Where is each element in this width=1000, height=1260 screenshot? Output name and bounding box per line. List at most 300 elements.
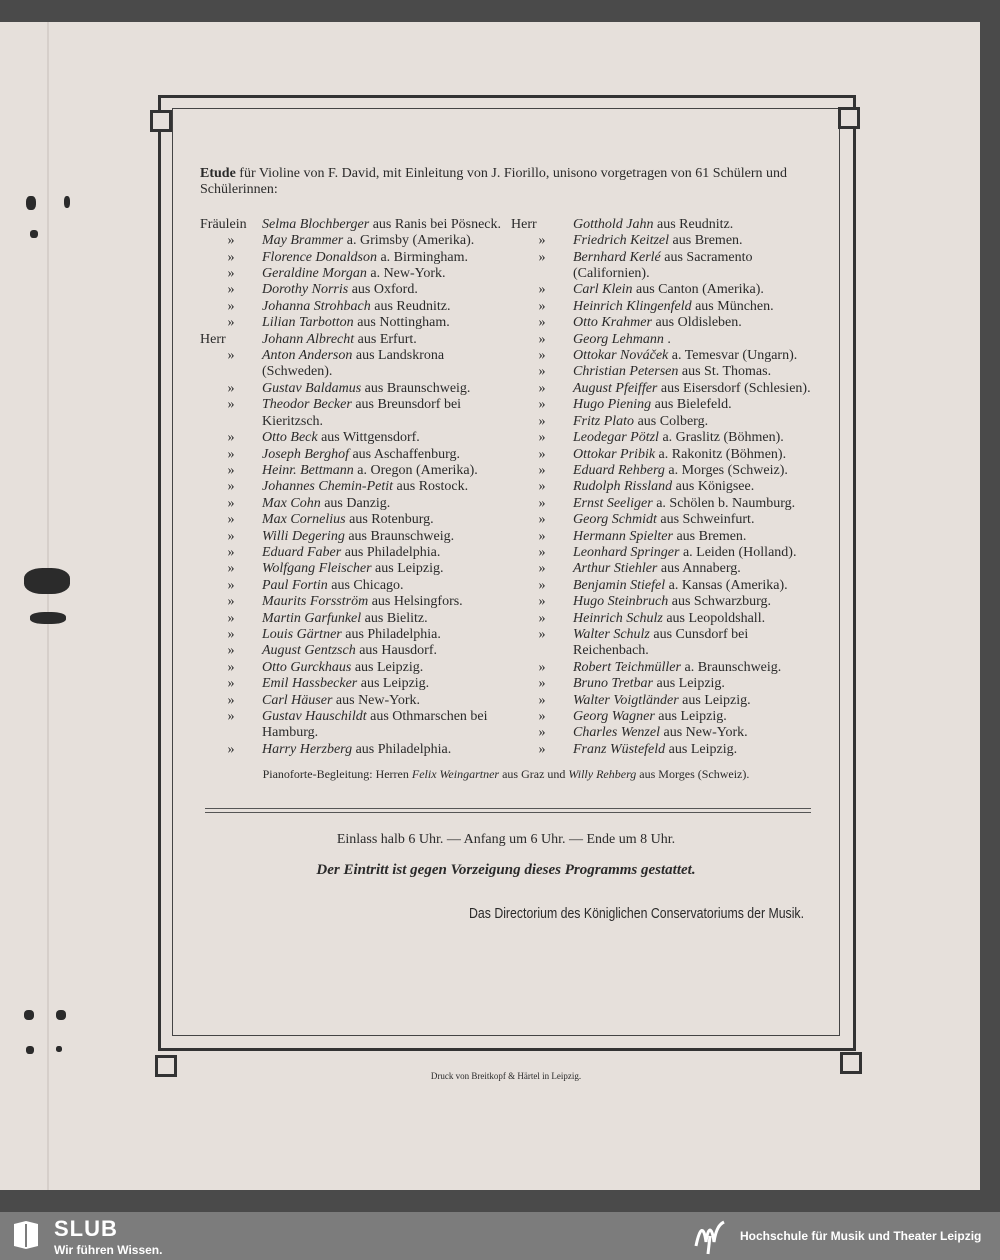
- performer-prefix: »: [227, 659, 235, 675]
- performer-name: Leonhard Springer: [573, 544, 680, 560]
- binding-hole: [24, 1010, 34, 1020]
- frame-corner: [838, 107, 860, 129]
- performer-entry: [200, 266, 501, 282]
- performer-prefix: »: [227, 741, 235, 757]
- performer-origin: aus Colberg.: [637, 413, 709, 429]
- performer-name: Rudolph Rissland: [573, 479, 673, 495]
- performer-prefix: »: [227, 610, 235, 626]
- performer-prefix: »: [538, 741, 546, 757]
- performer-name: Joseph Berghof: [262, 446, 349, 462]
- piano-accompaniment: [200, 766, 812, 782]
- performer-prefix: »: [227, 315, 235, 331]
- performer-prefix: »: [227, 594, 235, 610]
- performer-name: Johann Albrecht: [262, 331, 355, 347]
- performer-name: Gustav Hauschildt: [262, 709, 367, 724]
- performer-entry: [511, 660, 812, 676]
- piano-name-2: Willy Rehberg: [568, 767, 637, 782]
- performer-origin: aus Ranis bei Pösneck.: [372, 216, 502, 232]
- performer-name: Arthur Stiehler: [573, 561, 658, 577]
- performer-name: Willi Degering: [262, 528, 345, 544]
- performer-name: Johannes Chemin-Petit: [262, 479, 394, 495]
- performer-origin: aus Canton (Amerika).: [636, 282, 764, 298]
- performer-entry: [200, 594, 501, 610]
- binding-hole: [26, 1046, 34, 1054]
- performer-origin: aus Rotenburg.: [349, 512, 434, 528]
- performer-entry: [511, 709, 812, 725]
- performer-prefix: »: [227, 577, 235, 593]
- frame-corner: [150, 110, 172, 132]
- performer-origin: a. Temesvar (Ungarn).: [671, 348, 798, 364]
- performer-name: Otto Gurckhaus: [262, 659, 352, 675]
- performer-entry: [511, 496, 812, 512]
- performer-name: Walter Voigtländer: [573, 692, 679, 708]
- performer-text: [262, 332, 501, 348]
- performer-origin: aus Landskrona (Schweden).: [262, 348, 445, 380]
- performer-entry: [511, 545, 812, 561]
- performer-text: [262, 217, 501, 233]
- divider-rule: [205, 808, 811, 813]
- performer-prefix: Fräulein: [200, 216, 247, 232]
- performer-origin: aus Philadelphia.: [355, 741, 452, 757]
- performer-origin: aus Helsingfors.: [371, 594, 463, 610]
- performer-origin: aus Braunschweig.: [348, 528, 455, 544]
- performer-list: [200, 217, 812, 758]
- performer-prefix: »: [538, 364, 546, 380]
- performer-name: May Brammer: [262, 233, 344, 249]
- performer-entry: [511, 447, 812, 463]
- performer-entry: [511, 463, 812, 479]
- performer-prefix: »: [227, 380, 235, 396]
- performer-column-right: [511, 217, 812, 758]
- admission-times: Einlass halb 6 Uhr. — Anfang um 6 Uhr. — Ende um 8 Uhr.: [336, 832, 676, 847]
- performer-text: [262, 611, 501, 627]
- performer-entry: [511, 578, 812, 594]
- performer-entry: [511, 348, 812, 364]
- performer-prefix: »: [227, 528, 235, 544]
- performer-prefix: »: [227, 298, 235, 314]
- performer-origin: aus Leipzig.: [375, 561, 444, 577]
- performer-text: [573, 611, 812, 627]
- performer-entry: [511, 479, 812, 495]
- performer-text: [262, 250, 501, 266]
- performer-entry: [200, 430, 501, 446]
- performer-prefix: »: [227, 282, 235, 298]
- performer-origin: aus Philadelphia.: [344, 544, 441, 560]
- performer-prefix: »: [227, 692, 235, 708]
- performer-origin: aus Wittgensdorf.: [321, 430, 420, 446]
- performer-text: [262, 397, 501, 430]
- performer-origin: aus Leipzig.: [668, 741, 738, 757]
- performer-origin: aus Annaberg.: [660, 561, 741, 577]
- performer-prefix: »: [538, 249, 546, 265]
- performer-entry: [200, 627, 501, 643]
- performer-text: [262, 463, 501, 479]
- page-fold: [47, 22, 49, 1190]
- performer-text: [573, 529, 812, 545]
- binding-hole: [64, 196, 70, 208]
- performer-name: Georg Schmidt: [573, 512, 657, 528]
- performer-origin: aus Hausdorf.: [359, 643, 437, 659]
- performer-name: Franz Wüstefeld: [573, 741, 666, 757]
- performer-text: [262, 315, 501, 331]
- etude-intro: [200, 166, 812, 199]
- performer-origin: aus Erfurt.: [357, 331, 417, 347]
- performer-origin: a. Leiden (Holland).: [682, 544, 797, 560]
- performer-name: Geraldine Morgan: [262, 266, 367, 282]
- performer-text: [262, 578, 501, 594]
- performer-prefix: »: [227, 233, 235, 249]
- performer-name: Max Cohn: [262, 495, 321, 511]
- performer-prefix: »: [538, 659, 546, 675]
- performer-prefix: »: [227, 446, 235, 462]
- performer-name: Emil Hassbecker: [262, 676, 358, 692]
- performer-prefix: »: [538, 462, 546, 478]
- performer-origin: aus Rostock.: [396, 479, 469, 495]
- performer-name: August Pfeiffer: [573, 380, 658, 396]
- performer-origin: aus Leipzig.: [360, 676, 430, 692]
- performer-origin: aus Schwarzburg.: [671, 594, 772, 610]
- performer-origin: a. New-York.: [370, 266, 446, 282]
- performer-entry: [200, 332, 501, 348]
- performer-entry: [511, 676, 812, 692]
- performer-prefix: »: [227, 626, 235, 642]
- performer-entry: [511, 430, 812, 446]
- performer-text: [262, 529, 501, 545]
- performer-name: Hugo Steinbruch: [573, 594, 669, 610]
- performer-column-left: [200, 217, 501, 758]
- performer-entry: [200, 250, 501, 266]
- performer-text: [573, 397, 812, 413]
- performer-name: Christian Petersen: [573, 364, 679, 380]
- performer-origin: aus Danzig.: [324, 495, 391, 511]
- performer-name: Florence Donaldson: [262, 249, 377, 265]
- performer-origin: aus Oldisleben.: [655, 315, 742, 331]
- performer-entry: [511, 332, 812, 348]
- performer-origin: aus Bremen.: [676, 528, 747, 544]
- performer-entry: [200, 742, 501, 758]
- performer-text: [573, 381, 812, 397]
- performer-text: [262, 742, 501, 758]
- performer-entry: [511, 381, 812, 397]
- piano-label: Pianoforte-Begleitung: Herren: [262, 767, 409, 782]
- performer-name: Gotthold Jahn: [573, 216, 654, 232]
- performer-entry: [511, 217, 812, 233]
- performer-origin: a. Birmingham.: [380, 249, 468, 265]
- performer-origin: a. Kansas (Amerika).: [668, 577, 788, 593]
- performer-entry: [200, 479, 501, 495]
- performer-name: Carl Häuser: [262, 692, 333, 708]
- performer-text: [262, 348, 501, 381]
- performer-origin: aus Chicago.: [331, 577, 404, 593]
- performer-origin: a. Graslitz (Böhmen).: [662, 430, 784, 446]
- performer-name: August Gentzsch: [262, 643, 356, 659]
- performer-prefix: »: [538, 413, 546, 429]
- performer-name: Paul Fortin: [262, 577, 328, 593]
- performer-prefix: »: [227, 512, 235, 528]
- performer-entry: [200, 709, 501, 742]
- performer-name: Carl Klein: [573, 282, 633, 298]
- performer-name: Ernst Seeliger: [573, 495, 653, 511]
- piano-name-1: Felix Weingartner: [411, 767, 500, 782]
- performer-name: Bernhard Kerlé: [573, 249, 661, 265]
- performer-entry: [200, 397, 501, 430]
- performer-entry: [200, 660, 501, 676]
- performer-entry: [511, 414, 812, 430]
- performer-entry: [200, 299, 501, 315]
- performer-entry: [200, 447, 501, 463]
- performer-text: [573, 299, 812, 315]
- binding-hole: [56, 1046, 62, 1052]
- performer-origin: aus Braunschweig.: [364, 380, 471, 396]
- performer-name: Harry Herzberg: [262, 741, 353, 757]
- performer-name: Heinrich Schulz: [573, 610, 663, 626]
- performer-name: Fritz Plato: [573, 413, 635, 429]
- performer-prefix: »: [227, 479, 235, 495]
- performer-text: [573, 693, 812, 709]
- binding-hole: [26, 196, 36, 210]
- performer-text: [262, 282, 501, 298]
- performer-entry: [511, 594, 812, 610]
- performer-entry: [511, 233, 812, 249]
- performer-entry: [200, 512, 501, 528]
- performer-origin: a. Grimsby (Amerika).: [346, 233, 475, 249]
- performer-text: [573, 332, 812, 348]
- performer-origin: aus Eisersdorf (Schlesien).: [660, 380, 811, 396]
- performer-prefix: »: [538, 692, 546, 708]
- performer-name: Hugo Piening: [573, 397, 652, 413]
- performer-origin: aus Cunsdorf bei Reichenbach.: [573, 626, 749, 659]
- piano-mid: aus Graz und: [502, 767, 566, 782]
- performer-entry: [511, 397, 812, 413]
- performer-origin: aus Leipzig.: [656, 676, 725, 692]
- performer-origin: aus Leipzig.: [658, 709, 727, 724]
- performer-text: [573, 725, 812, 741]
- performer-name: Dorothy Norris: [262, 282, 349, 298]
- performer-origin: aus New-York.: [663, 725, 748, 741]
- performer-text: [262, 660, 501, 676]
- performer-name: Lilian Tarbotton: [262, 315, 354, 331]
- performer-text: [573, 217, 812, 233]
- performer-entry: [511, 611, 812, 627]
- performer-name: Eduard Rehberg: [573, 462, 665, 478]
- performer-entry: [200, 463, 501, 479]
- slub-logo-icon[interactable]: [12, 1220, 40, 1250]
- performer-prefix: »: [538, 676, 546, 692]
- performer-prefix: »: [538, 430, 546, 446]
- performer-entry: [511, 364, 812, 380]
- performer-origin: aus Oxford.: [351, 282, 418, 298]
- frame-corner: [840, 1052, 862, 1074]
- performer-prefix: »: [538, 479, 546, 495]
- performer-text: [573, 479, 812, 495]
- binding-hole: [24, 568, 70, 594]
- performer-text: [573, 545, 812, 561]
- performer-prefix: »: [538, 610, 546, 626]
- performer-origin: aus Bielitz.: [364, 610, 428, 626]
- performer-text: [573, 463, 812, 479]
- frame-corner: [155, 1055, 177, 1077]
- performer-text: [573, 414, 812, 430]
- performer-prefix: »: [227, 495, 235, 511]
- performer-prefix: »: [538, 577, 546, 593]
- performer-entry: [200, 545, 501, 561]
- performer-prefix: »: [538, 544, 546, 560]
- performer-name: Max Cornelius: [262, 512, 346, 528]
- performer-name: Georg Lehmann: [573, 331, 664, 347]
- performer-prefix: »: [538, 709, 546, 724]
- performer-name: Hermann Spielter: [573, 528, 673, 544]
- performer-name: Otto Krahmer: [573, 315, 652, 331]
- printer-imprint: Druck von Breitkopf & Härtel in Leipzig.: [430, 1071, 582, 1081]
- performer-origin: a. Morges (Schweiz).: [668, 462, 788, 478]
- performer-text: [573, 676, 812, 692]
- performer-text: [573, 348, 812, 364]
- performer-prefix: »: [227, 348, 235, 364]
- slub-tagline: Wir führen Wissen.: [54, 1243, 163, 1257]
- performer-text: [573, 627, 812, 660]
- performer-entry: [511, 512, 812, 528]
- entry-notice: Der Eintritt ist gegen Vorzeigung dieses Programms gestattet.: [316, 862, 696, 878]
- performer-text: [262, 447, 501, 463]
- performer-origin: aus Sacramento (Californien).: [573, 249, 753, 282]
- performer-origin: aus Reudnitz.: [374, 298, 451, 314]
- performer-entry: [511, 299, 812, 315]
- performer-name: Johanna Strohbach: [262, 298, 371, 314]
- performer-prefix: »: [538, 331, 546, 347]
- performer-name: Wolfgang Fleischer: [262, 561, 372, 577]
- performer-name: Otto Beck: [262, 430, 318, 446]
- performer-text: [573, 233, 812, 249]
- performer-prefix: »: [538, 495, 546, 511]
- performer-name: Selma Blochberger: [262, 216, 370, 232]
- performer-text: [573, 742, 812, 758]
- performer-entry: [200, 693, 501, 709]
- performer-entry: [511, 693, 812, 709]
- hmt-logo-icon[interactable]: [690, 1216, 730, 1256]
- performer-text: [262, 512, 501, 528]
- hmt-name[interactable]: Hochschule für Musik und Theater Leipzig: [740, 1229, 982, 1243]
- performer-origin: a. Braunschweig.: [684, 659, 782, 675]
- performer-prefix: »: [227, 709, 235, 724]
- performer-origin: aus Aschaffenburg.: [352, 446, 461, 462]
- performer-entry: [511, 315, 812, 331]
- performer-text: [262, 430, 501, 446]
- etude-text: für Violine von F. David, mit Einleitung von J. Fiorillo, unisono vorgetragen von 61 Schülern und Schülerinnen:: [200, 166, 788, 198]
- performer-text: [262, 594, 501, 610]
- performer-text: [573, 315, 812, 331]
- performer-entry: [200, 282, 501, 298]
- performer-entry: [200, 233, 501, 249]
- performer-origin: aus Leopoldshall.: [666, 610, 766, 626]
- performer-entry: [200, 578, 501, 594]
- performer-entry: [200, 643, 501, 659]
- performer-name: Robert Teichmüller: [573, 659, 681, 675]
- performer-text: [573, 430, 812, 446]
- performer-text: [262, 381, 501, 397]
- performer-text: [573, 447, 812, 463]
- performer-name: Eduard Faber: [262, 544, 342, 560]
- footer-bar: [0, 1212, 1000, 1260]
- performer-prefix: »: [538, 298, 546, 314]
- performer-prefix: »: [538, 315, 546, 331]
- performer-text: [262, 299, 501, 315]
- performer-prefix: »: [227, 544, 235, 560]
- performer-text: [573, 282, 812, 298]
- performer-origin: a. Schölen b. Naumburg.: [656, 495, 796, 511]
- performer-prefix: »: [227, 249, 235, 265]
- performer-text: [573, 660, 812, 676]
- performer-name: Benjamin Stiefel: [573, 577, 666, 593]
- etude-title: Etude: [200, 166, 236, 181]
- performer-origin: aus Bremen.: [672, 233, 743, 249]
- performer-name: Theodor Becker: [262, 397, 352, 413]
- performer-text: [262, 561, 501, 577]
- performer-origin: aus Bielefeld.: [654, 397, 732, 413]
- performer-prefix: »: [538, 725, 546, 741]
- performer-entry: [200, 611, 501, 627]
- program-content: [200, 166, 812, 783]
- performer-origin: a. Rakonitz (Böhmen).: [658, 446, 787, 462]
- performer-entry: [511, 282, 812, 298]
- performer-name: Charles Wenzel: [573, 725, 660, 741]
- performer-entry: [511, 250, 812, 283]
- performer-origin: aus Schweinfurt.: [660, 512, 755, 528]
- performer-entry: [511, 742, 812, 758]
- binding-hole: [56, 1010, 66, 1020]
- performer-origin: aus Leipzig.: [682, 692, 751, 708]
- performer-text: [262, 233, 501, 249]
- performer-name: Georg Wagner: [573, 709, 655, 724]
- binding-hole: [30, 612, 66, 624]
- performer-prefix: »: [538, 528, 546, 544]
- performer-name: Bruno Tretbar: [573, 676, 653, 692]
- performer-prefix: »: [538, 397, 546, 413]
- performer-prefix: »: [227, 462, 235, 478]
- performer-name: Walter Schulz: [573, 626, 650, 642]
- performer-origin: aus Philadelphia.: [345, 626, 441, 642]
- performer-prefix: »: [538, 626, 546, 642]
- performer-prefix: »: [538, 348, 546, 364]
- performer-text: [262, 676, 501, 692]
- performer-entry: [511, 561, 812, 577]
- performer-text: [573, 364, 812, 380]
- performer-prefix: »: [538, 512, 546, 528]
- performer-prefix: »: [227, 676, 235, 692]
- performer-origin: aus München.: [695, 298, 774, 314]
- performer-name: Ottokar Pribik: [573, 446, 656, 462]
- performer-text: [262, 479, 501, 495]
- performer-entry: [511, 627, 812, 660]
- performer-name: Heinrich Klingenfeld: [573, 298, 692, 314]
- performer-prefix: »: [227, 643, 235, 659]
- performer-entry: [200, 315, 501, 331]
- performer-entry: [200, 496, 501, 512]
- performer-origin: aus Nottingham.: [357, 315, 450, 331]
- performer-entry: [200, 381, 501, 397]
- performer-prefix: »: [227, 266, 235, 282]
- performer-entry: [200, 529, 501, 545]
- performer-text: [262, 643, 501, 659]
- performer-text: [573, 512, 812, 528]
- slub-name[interactable]: SLUB: [54, 1216, 118, 1241]
- performer-prefix: »: [227, 561, 235, 577]
- performer-origin: a. Oregon (Amerika).: [357, 462, 478, 478]
- performer-origin: aus Othmarschen bei Hamburg.: [262, 709, 488, 741]
- performer-origin: aus Königsee.: [675, 479, 755, 495]
- performer-prefix: »: [227, 430, 235, 446]
- performer-name: Gustav Baldamus: [262, 380, 362, 396]
- performer-name: Maurits Forsström: [262, 594, 369, 610]
